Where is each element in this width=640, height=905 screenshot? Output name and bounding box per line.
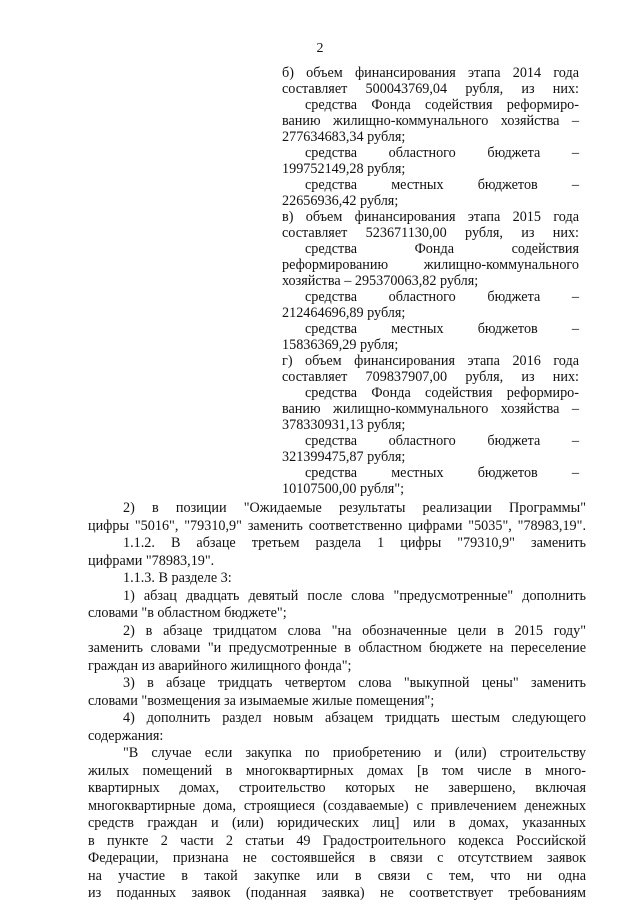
text-line: Федерации, признана не состоявшейся в связи с отсутствием заявок [88,850,586,866]
text-line: 4) дополнить раздел новым абзацем тридцать шестым следующего [123,710,586,726]
text-line: 321399475,87 рубля; [282,449,406,465]
text-line: средства местных бюджетов – [305,321,579,337]
text-line: 212464696,89 рубля; [282,305,406,321]
text-line: ванию жилищно-коммунального хозяйства – [282,113,579,129]
text-line: 1.1.2. В абзаце третьем раздела 1 цифры "79310,9" заменить [123,535,586,551]
text-line: ванию жилищно-коммунального хозяйства – [282,401,579,417]
text-line: 22656936,42 рубля; [282,193,399,209]
text-line: б) объем финансирования этапа 2014 года [282,65,579,81]
text-line: цифры "5016", "79310,9" заменить соответственно цифрами "5035", "78983,19". [88,517,586,534]
text-line: в пункте 2 части 2 статьи 49 Градостроительного кодекса Российской [88,832,586,849]
text-line: средства областного бюджета – [305,289,579,305]
page-number: 2 [316,41,324,56]
text-line: средства местных бюджетов – [305,465,579,481]
text-line: цифрами "78983,19". [88,552,215,569]
text-line: 378330931,13 рубля; [282,417,406,433]
text-line: составляет 709837907,00 рубля, из них: [282,369,579,385]
text-line: 10107500,00 рубля"; [282,481,405,497]
text-line: граждан из аварийного жилищного фонда"; [88,657,352,674]
text-line: составляет 500043769,04 рубля, из них: [282,81,579,97]
text-line: квартирных домах, строительство которых не завершено, включая [88,780,586,796]
text-line: на участие в такой закупке или в связи с тем, что ни одна [88,867,586,884]
text-line: 199752149,28 рубля; [282,161,406,177]
text-line: заменить словами "и предусмотренные в областном бюджете на переселение [88,640,586,656]
text-line: средства местных бюджетов – [305,177,579,193]
text-line: средства Фонда содействия реформиро- [305,385,579,401]
text-line: средств граждан и (или) юридических лиц] или в домах, указанных [88,815,586,831]
text-line: "В случае если закупка по приобретению и (или) строительству [123,745,586,761]
text-line: средства Фонда содействия реформиро- [305,97,579,113]
text-line: 2) в позиции "Ожидаемые результаты реализации Программы" [123,500,586,516]
text-line: хозяйства – 295370063,82 рубля; [282,273,479,289]
text-line: словами "возмещения за изымаемые жилые помещения"; [88,692,435,709]
text-line: г) объем финансирования этапа 2016 года [282,353,579,369]
text-line: словами "в областном бюджете"; [88,605,287,621]
text-line: в) объем финансирования этапа 2015 года [282,209,579,225]
text-line: реформированию жилищно-коммунального [282,257,579,273]
text-line: 3) в абзаце тридцать четвертом слова "выкупной цены" заменить [123,675,586,691]
text-line: многоквартирные дома, строящиеся (создаваемые) с привлечением денежных [88,797,586,814]
text-line: 277634683,34 рубля; [282,129,406,145]
text-line: 2) в абзаце тридцатом слова "на обозначенные цели в 2015 году" [123,622,586,639]
text-line: жилых помещений в многоквартирных домах [в том числе в много- [88,762,586,779]
text-line: 1) абзац двадцать девятый после слова "предусмотренные" дополнить [123,587,586,604]
text-line: содержания: [88,727,164,744]
text-line: средства Фонда содействия [305,241,579,257]
text-line: средства областного бюджета – [305,145,579,161]
text-line: из поданных заявок (поданная заявка) не соответствует требованиям [88,885,586,901]
text-line: 15836369,29 рубля; [282,337,399,353]
text-line: средства областного бюджета – [305,433,579,449]
text-line: составляет 523671130,00 рубля, из них: [282,225,579,241]
text-line: 1.1.3. В разделе 3: [123,570,232,586]
